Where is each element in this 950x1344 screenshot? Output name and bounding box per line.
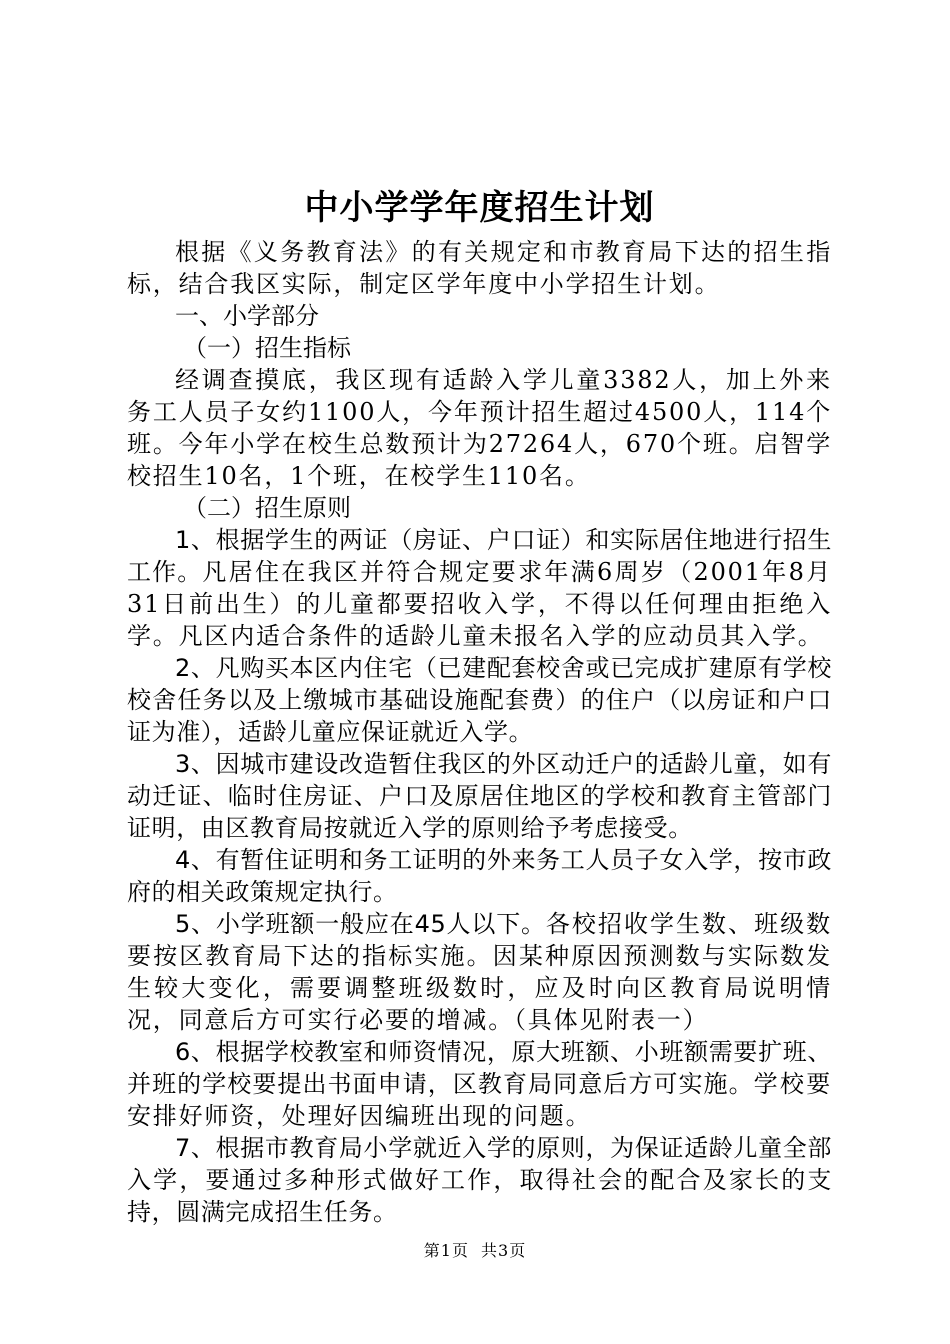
principle-6-rest: 学校要安排好师资，处理好因编班出现的问题。 (127, 1070, 833, 1130)
principle-1-rest: 凡居住在我区并符合规定要求年满6周岁（2001年8月31日前出生）的儿童都要招收入学，不得以任何理由拒绝入学。凡区内适合条件的适龄儿童未报名入学的应动员其入学。 (127, 558, 832, 650)
subsection-heading-quota: （一）招生指标 (183, 334, 351, 362)
page-number: 第1页 (423, 1241, 469, 1260)
principle-6-lead: 6、根据学校教室和师资情况，原大班额、小班额需要扩班、并班的学校要提出书面申请，区教育局同意后方可实施。 (127, 1038, 832, 1098)
document-page (127, 180, 832, 1228)
principle-3: 3、因城市建设改造暂住我区的外区动迁户的适龄儿童，如有动迁证、临时住房证、户口及原居住地区的学校和教育主管部门证明，由区教育局按就近入学的原则给予考虑接受。 (127, 750, 832, 842)
principle-1 (127, 524, 832, 652)
section-heading-primary: 一、小学部分 (175, 302, 319, 330)
subsection-heading-principles: （二）招生原则 (183, 494, 351, 522)
page-total: 共3页 (481, 1241, 527, 1260)
document-title: 中小学学年度招生计划 (304, 188, 655, 228)
principle-6 (127, 1036, 832, 1132)
quota-paragraph: 经调查摸底，我区现有适龄入学儿童3382人，加上外来务工人员子女约1100人，今年预计招生超过4500人，114个班。今年小学在校生总数预计为27264人，670个班。启智学校招生10名，1个班，在校学生110名。 (127, 366, 832, 490)
principle-1-lead: 1、根据学生的两证（房证、户口证）和实际居住地进行招生工作。 (127, 526, 832, 586)
principle-7: 7、根据市教育局小学就近入学的原则，为保证适龄儿童全部入学，要通过多种形式做好工作，取得社会的配合及家长的支持，圆满完成招生任务。 (127, 1134, 832, 1226)
principle-5-lead: 5、小学班额一般应在45人以下。 (175, 910, 546, 938)
intro-paragraph: 根据《义务教育法》的有关规定和市教育局下达的招生指标，结合我区实际，制定区学年度中小学招生计划。 (127, 238, 832, 298)
principle-2: 2、凡购买本区内住宅（已建配套校舍或已完成扩建原有学校校舍任务以及上缴城市基础设施配套费）的住户（以房证和户口证为准），适龄儿童应保证就近入学。 (127, 654, 832, 746)
page-footer (0, 1238, 950, 1261)
principle-5-rest: 各校招收学生数、班级数要按区教育局下达的指标实施。因某种原因预测数与实际数发生较大变化，需要调整班级数时，应及时向区教育局说明情况，同意后方可实行必要的增减。（具体见附表一） (127, 910, 832, 1034)
principle-4: 4、有暂住证明和务工证明的外来务工人员子女入学，按市政府的相关政策规定执行。 (127, 846, 832, 906)
principle-5 (127, 908, 832, 1036)
